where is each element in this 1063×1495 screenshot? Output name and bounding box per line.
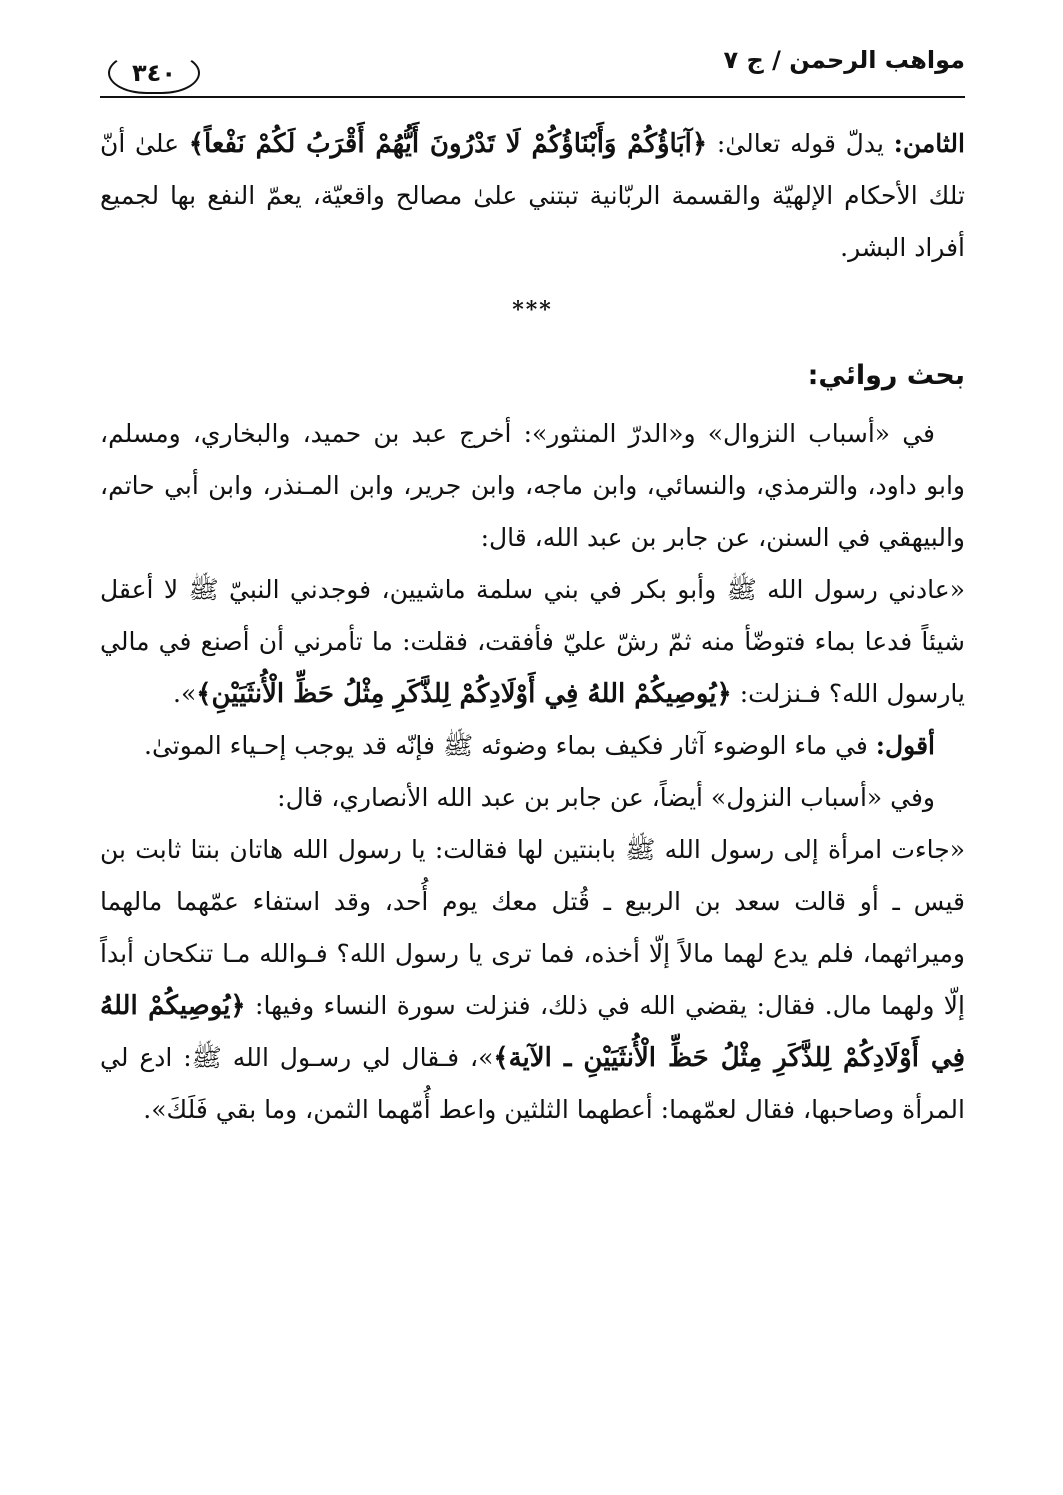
header-divider [100,96,965,98]
paragraph-text: «عادني رسول الله ﷺ وأبو بكر في بني سلمة ماشيين، فوجدني النبيّ ﷺ لا أعقل شيئاً فدعا بماء فتوضّأ منه ثمّ رشّ عليّ فأفقت، فقلت: ما تأمرني أن أصنع في مالي يارسول الله؟ فـنزلت: [100,575,965,708]
paragraph-hadith-2 [100,824,965,1136]
running-title: مواهب الرحمن / ج ٧ [723,46,965,74]
paragraph-lead: أقول: [875,731,935,760]
page-body [100,118,965,1136]
paragraph-text: ». [173,679,197,708]
section-heading: بحث روائي: [807,360,965,391]
paragraph-hadith-1 [100,564,965,720]
paragraph-sources-2: وفي «أسباب النزول» أيضاً، عن جابر بن عبد الله الأنصاري، قال: [277,783,935,812]
paragraph-eighth [100,118,965,274]
section-separator: *** [512,297,553,323]
paragraph-sources: في «أسباب النزوال» و«الدرّ المنثور»: أخرج عبد بن حميد، والبخاري، ومسلم، وابو داود، والترمذي، والنسائي، وابن ماجه، وابن جرير، وابن المـنذر، وابن أبي حاتم، والبيهقي في السنن، عن جابر بن عبد الله، قال: [100,419,965,552]
paragraph-text: في ماء الوضوء آثار فكيف بماء وضوئه ﷺ فإنّه قد يوجب إحـياء الموتىٰ. [144,731,876,760]
page-number: ٣٤٠ [108,52,200,94]
paragraph-lead: الثامن: [893,129,965,158]
page-header [100,40,965,100]
paragraph-text: «جاءت امرأة إلى رسول الله ﷺ بابنتين لها فقالت: يا رسول الله هاتان بنتا ثابت بن قيس ـ أو قالت سعد بن الربيع ـ قُتل معك يوم أُحد، وقد استفاء عمّهما مالهما وميراثهما، فلم يدع لهما مالاً إلّا أخذه، فما ترى يا رسول الله؟ فـوالله مـا تنكحان أبداً إلّا ولهما مال. فقال: يقضي الله في ذلك، فنزلت سورة النساء وفيها: [100,835,966,1020]
paragraph-text: علىٰ أنّ تلك الأحكام الإلهيّة والقسمة الربّانية تبتني علىٰ مصالح واقعيّة، يعمّ النفع بها لجميع أفراد البشر. [100,129,965,262]
quran-verse: ﴿يُوصِيكُمْ اللهُ فِي أَوْلَادِكُمْ لِلذَّكَرِ مِثْلُ حَظِّ الْأُنثَيَيْنِ ـ الآية﴾ [100,991,965,1073]
quran-verse: ﴿آبَاؤُكُمْ وَأَبْنَاؤُكُمْ لَا تَدْرُونَ أَيُّهُمْ أَقْرَبُ لَكُمْ نَفْعاً﴾ [188,129,708,159]
paragraph-text: »، فـقال لي رسـول الله ﷺ: ادع لي المرأة وصاحبها، فقال لعمّهما: أعطهما الثلثين واعط أُمّهما الثمن، وما بقي فَلَكَ». [100,1043,965,1124]
paragraph-comment [100,720,965,772]
quran-verse: ﴿يُوصِيكُمْ اللهُ فِي أَوْلَادِكُمْ لِلذَّكَرِ مِثْلُ حَظِّ الْأُنثَيَيْنِ﴾ [196,679,732,709]
paragraph-text: يدلّ قوله تعالىٰ: [707,129,894,158]
